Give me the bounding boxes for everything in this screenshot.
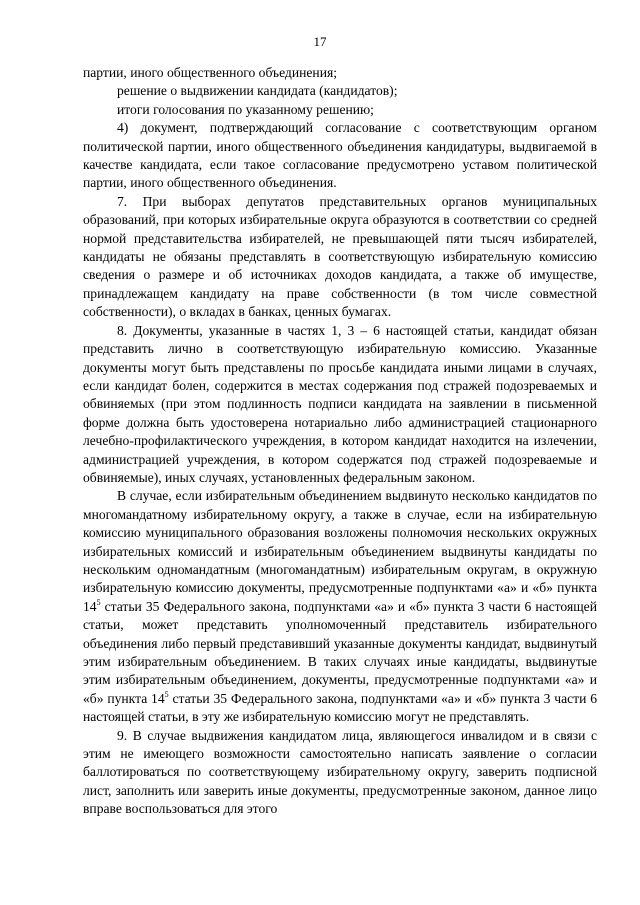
superscript: 5	[164, 689, 169, 699]
list-item-voting-results: итоги голосования по указанному решению;	[117, 101, 374, 117]
paragraph-text: статьи 35 Федерального закона, подпунктами «а» и «б» пункта 3 части 6 настоящей статьи, в эту же избирательную комиссию могут не представлять.	[83, 690, 598, 725]
superscript: 5	[96, 597, 101, 607]
paragraph-text: статьи 35 Федерального закона, подпунктами «а» и «б» пункта 3 части 6 настоящей статьи, может представить уполномоченный представитель избирательного объединения либо первый представивший указанные документы кандидат, выдвинутый этим избирательным объединением. В таких случаях иные кандидаты, выдвинутые этим избирательным объединением, документы, предусмотренные подпунктами «а» и «б» пункта 14	[83, 598, 597, 706]
list-item-decision: решение о выдвижении кандидата (кандидатов);	[117, 83, 398, 99]
paragraph-8-continuation	[83, 487, 597, 726]
paragraph-8: 8. Документы, указанные в частях 1, 3 – 6 настоящей статьи, кандидат обязан представить лично в соответствующую избирательную комиссию. Указанные документы могут быть представлены по просьбе кандидата иными лицами в случаях, если кандидат болен, содержится в местах содержания под стражей подозреваемых и обвиняемых (при этом подлинность подписи кандидата на заявлении в письменной форме должна быть удостоверена нотариально либо администрацией стационарного лечебно-профилактического учреждения, в котором кандидат находится на излечении, администрацией учреждения, в котором содержатся под стражей подозреваемые и обвиняемые), иных случаях, установленных федеральным законом.	[83, 322, 597, 485]
list-item-4: 4) документ, подтверждающий согласование с соответствующим органом политической партии, иного общественного объединения кандидатуры, выдвигаемой в качестве кандидата, если такое согласование предусмотрено уставом политической партии, иного общественного объединения.	[83, 120, 597, 191]
paragraph-text: В случае, если избирательным объединением выдвинуто несколько кандидатов по многомандатному избирательному округу, а также в случае, если на избирательную комиссию муниципального образования возложены полномочия нескольких окружных избирательных комиссий и избирательным объединением выдвинуты кандидаты по нескольким одномандатным (многомандатным) избирательным округам, в окружную избирательную комиссию документы, предусмотренные подпунктами «а» и «б» пункта 14	[83, 488, 597, 614]
paragraph-continuation: партии, иного общественного объединения;	[83, 65, 338, 80]
page-number: 17	[313, 34, 327, 49]
paragraph-9: 9. В случае выдвижения кандидатом лица, являющегося инвалидом и в связи с этим не имеющего возможности самостоятельно написать заявление о согласии баллотироваться по соответствующему избирательному округу, заверить подписной лист, заполнить или заверить иные документы, предусмотренные законом, данное лицо вправе воспользоваться для этого	[83, 727, 597, 817]
document-body	[83, 64, 597, 819]
paragraph-7: 7. При выборах депутатов представительных органов муниципальных образований, при которых избирательные округа образуются в соответствии со средней нормой представительства избирателей, не превышающей пяти тысяч избирателей, кандидаты не обязаны представлять в соответствующую избирательную комиссию сведения о размере и об источниках доходов кандидата, а также об имуществе, принадлежащем кандидату на праве собственности (в том числе совместной собственности), о вкладах в банках, ценных бумагах.	[83, 193, 597, 320]
